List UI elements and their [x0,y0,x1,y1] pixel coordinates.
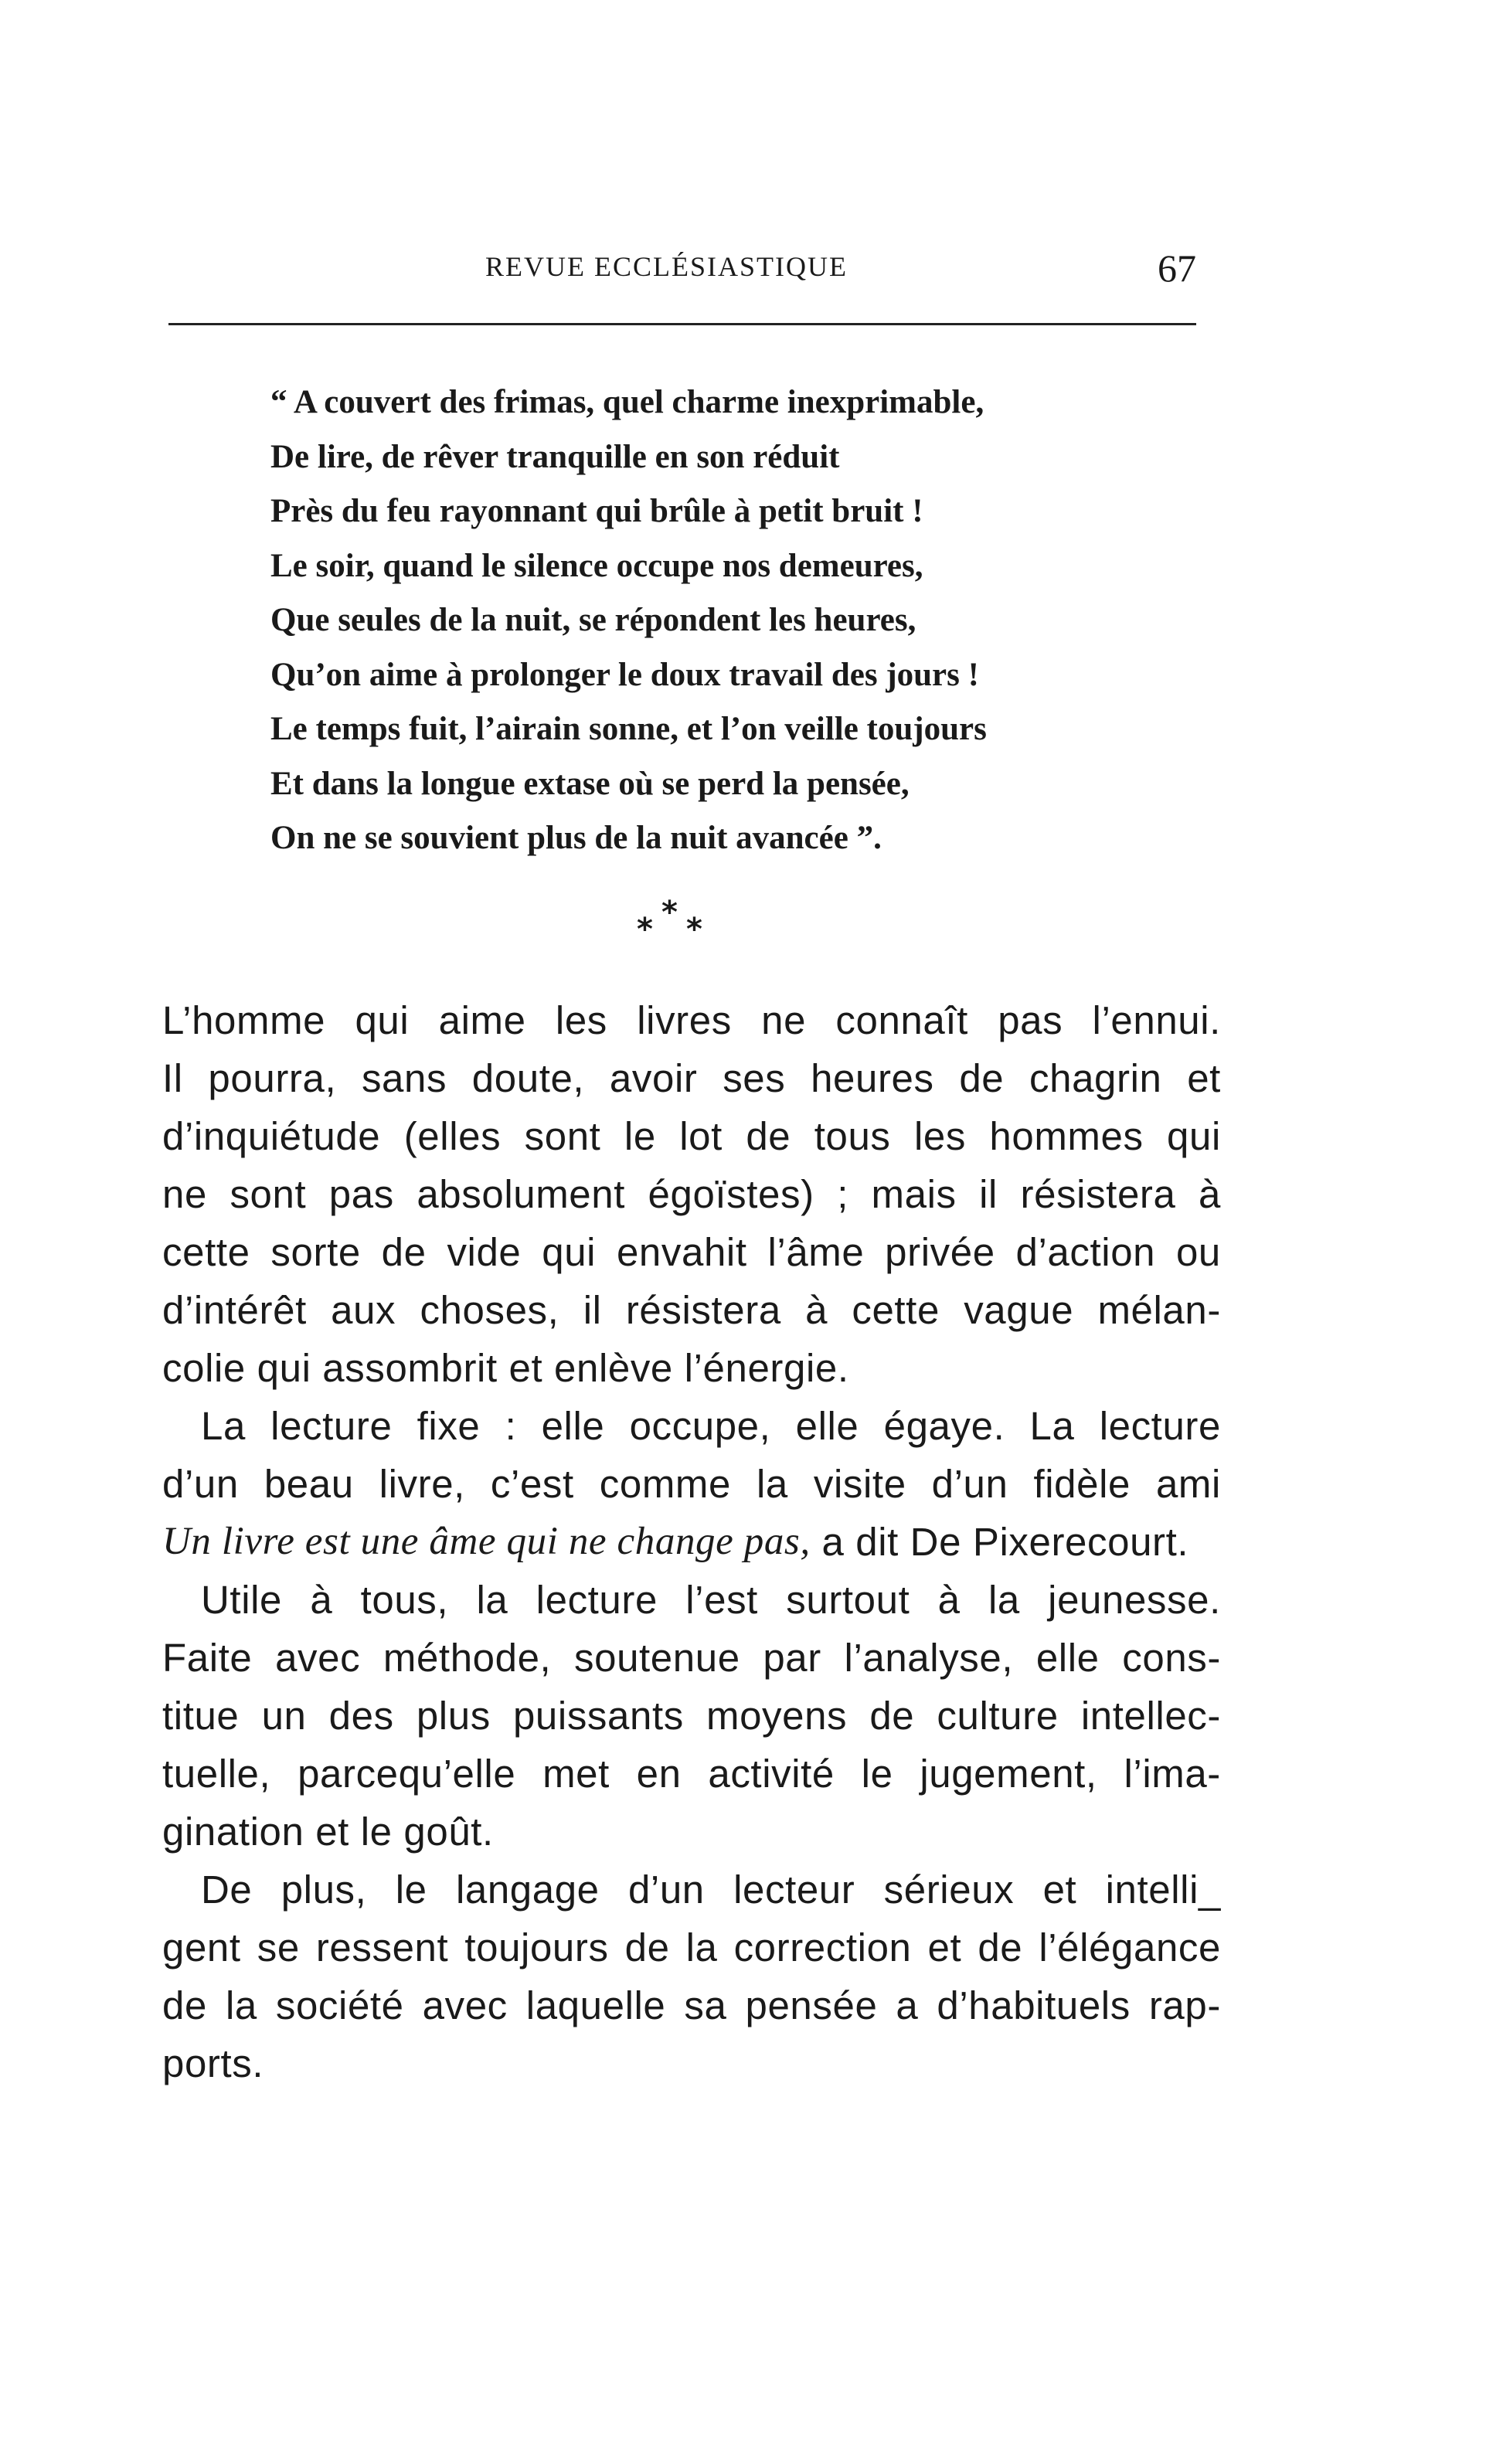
poem-line: “ A couvert des frimas, quel charme inexprimable, [270,384,984,420]
prose-line: de la société avec laquelle sa pensée a d’habituels rap- [162,1983,1221,2027]
prose-line: Il pourra, sans doute, avoir ses heures de chagrin et [162,1056,1221,1100]
prose-line: d’un beau livre, c’est comme la visite d’un fidèle ami [162,1462,1221,1506]
poem-line: Qu’on aime à prolonger le doux travail des jours ! [270,656,979,693]
poem-line: Et dans la longue extase où se perd la pensée, [270,765,910,802]
prose-line: Utile à tous, la lecture l’est surtout à la jeunesse. [201,1578,1221,1622]
prose-line: gent se ressent toujours de la correction et de l’élégance [162,1925,1221,1970]
prose-line: titue un des plus puissants moyens de culture intellec- [162,1694,1221,1738]
prose-line: colie qui assombrit et enlève l’énergie. [162,1346,849,1390]
running-title: REVUE ECCLÉSIASTIQUE [485,251,848,282]
poem-line: Que seules de la nuit, se répondent les heures, [270,602,916,638]
running-header [168,246,1196,292]
poem-line: De lire, de rêver tranquille en son réduit [270,438,840,475]
asterism-separator: * * * [637,895,702,947]
prose-line: La lecture fixe : elle occupe, elle égaye. La lecture [201,1404,1221,1448]
prose-line: tuelle, parcequ’elle met en activité le jugement, l’ima- [162,1752,1221,1796]
header-rule [168,323,1196,325]
prose-line: ports. [162,2041,264,2085]
poem-line: On ne se souvient plus de la nuit avancée ”. [270,820,882,856]
prose-line: cette sorte de vide qui envahit l’âme privée d’action ou [162,1230,1221,1274]
prose-body [162,991,1221,2092]
prose-line: gination et le goût. [162,1810,494,1854]
page-number: 67 [1158,246,1196,290]
poem-line: Le soir, quand le silence occupe nos demeures, [270,547,923,584]
quoted-maxim: Un livre est une âme qui ne change pas, [162,1520,811,1563]
poem-quotation [270,376,1136,866]
prose-line: L’homme qui aime les livres ne connaît pas l’ennui. [162,998,1221,1042]
prose-line: d’inquiétude (elles sont le lot de tous les hommes qui [162,1114,1221,1158]
prose-line: De plus, le langage d’un lecteur sérieux et intelli_ [201,1868,1221,1912]
prose-line: ne sont pas absolument égoïstes) ; mais il résistera à [162,1172,1221,1216]
quote-attribution: a dit De Pixerecourt. [821,1520,1189,1564]
poem-line: Près du feu rayonnant qui brûle à petit bruit ! [270,493,923,529]
prose-line: Faite avec méthode, soutenue par l’analyse, elle cons- [162,1636,1221,1680]
prose-line-with-quote [162,1513,1221,1571]
prose-line: d’intérêt aux choses, il résistera à cette vague mélan- [162,1288,1221,1332]
poem-line: Le temps fuit, l’airain sonne, et l’on veille toujours [270,711,987,747]
